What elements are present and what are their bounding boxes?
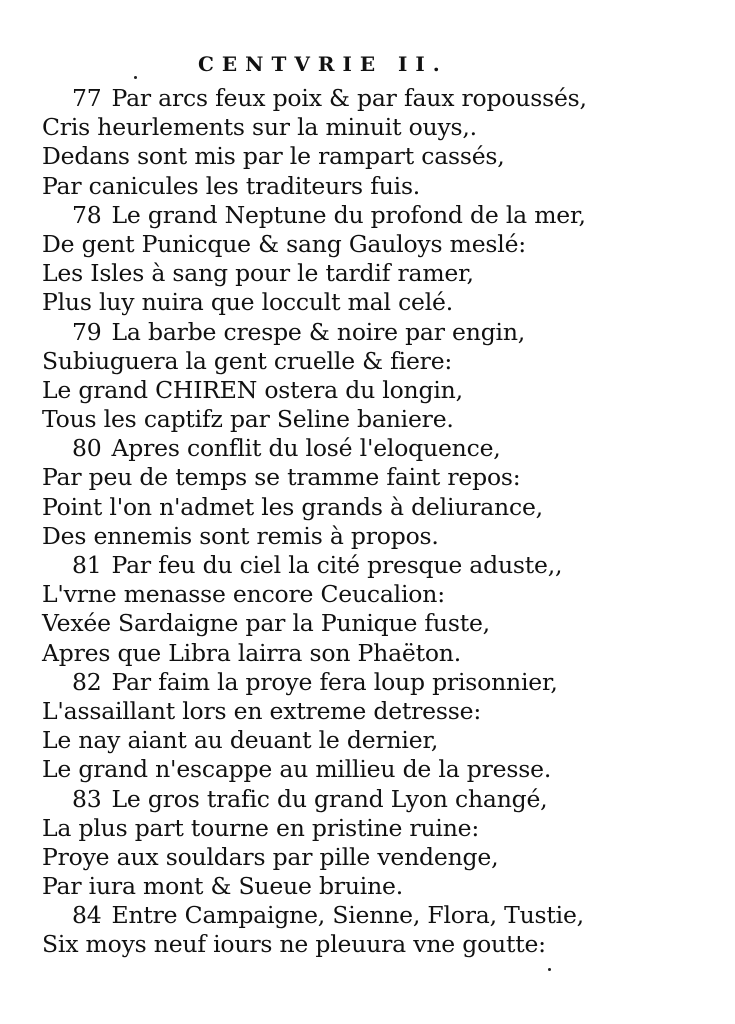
verse-text: Plus luy nuira que loccult mal celé.: [42, 288, 454, 317]
verse-text: De gent Punicque & sang Gauloys meslé:: [42, 229, 527, 258]
verse-line: [42, 580, 702, 609]
verse-line: [42, 230, 702, 259]
ink-speck: [548, 968, 551, 971]
verse-text: Le grand Neptune du profond de la mer,: [111, 200, 586, 229]
verse-text: La plus part tourne en pristine ruine:: [42, 813, 480, 842]
verse-line: [42, 639, 702, 668]
verse-line: [42, 113, 702, 142]
quatrain-number: 80: [72, 434, 102, 463]
verse-text: Proye aux souldars par pille vendenge,: [42, 842, 499, 871]
verse-text: Par peu de temps se tramme faint repos:: [42, 463, 521, 492]
verse-line: [42, 142, 702, 171]
verse-line: [42, 347, 702, 376]
verse-text: Six moys neuf iours ne pleuura vne goutte:: [42, 930, 546, 959]
verse-line: [42, 697, 702, 726]
verse-line: [42, 434, 702, 463]
verse-text: Par iura mont & Sueue bruine.: [42, 872, 403, 901]
verse-line: [42, 814, 702, 843]
verse-line: [42, 843, 702, 872]
verse-text: Le grand n'escappe au millieu de la presse.: [42, 755, 552, 784]
verse-line: [42, 522, 702, 551]
verse-line: [42, 288, 702, 317]
verse-line: [42, 405, 702, 434]
running-head: CENTVRIE II.: [198, 52, 448, 76]
verse-line: [42, 755, 702, 784]
verse-line: [42, 785, 702, 814]
quatrain-number: 82: [72, 667, 102, 696]
verse-text: La barbe crespe & noire par engin,: [111, 317, 526, 346]
verse-text: Par arcs feux poix & par faux ropoussés,: [111, 84, 587, 112]
verse-text: Le gros trafic du grand Lyon changé,: [111, 784, 548, 813]
ink-speck: [134, 76, 137, 79]
verse-line: [42, 318, 702, 347]
quatrain-number: 78: [72, 200, 102, 229]
verse-text: Le grand CHIREN ostera du longin,: [42, 375, 463, 404]
quatrain-number: 77: [72, 84, 102, 112]
quatrain-number: 84: [72, 901, 102, 930]
verse-line: [42, 84, 702, 113]
verse-block: [42, 84, 702, 960]
verse-text: Vexée Sardaigne par la Punique fuste,: [42, 609, 490, 638]
verse-text: L'assaillant lors en extreme detresse:: [42, 696, 482, 725]
verse-line: [42, 551, 702, 580]
verse-line: [42, 201, 702, 230]
verse-line: [42, 726, 702, 755]
verse-line: [42, 930, 702, 959]
verse-text: Le nay aiant au deuant le dernier,: [42, 726, 439, 755]
verse-line: [42, 376, 702, 405]
verse-line: [42, 609, 702, 638]
verse-text: Point l'on n'admet les grands à deliurance,: [42, 492, 543, 521]
verse-line: [42, 463, 702, 492]
verse-text: Les Isles à sang pour le tardif ramer,: [42, 259, 474, 288]
verse-line: [42, 172, 702, 201]
verse-text: Par feu du ciel la cité presque aduste,,: [111, 551, 563, 579]
verse-text: Dedans sont mis par le rampart cassés,: [42, 142, 505, 171]
quatrain-number: 81: [72, 551, 102, 579]
verse-text: Entre Campaigne, Sienne, Flora, Tustie,: [111, 901, 584, 930]
verse-text: Tous les captifz par Seline baniere.: [42, 405, 454, 434]
verse-text: Cris heurlements sur la minuit ouys,.: [42, 113, 477, 142]
verse-text: Des ennemis sont remis à propos.: [42, 521, 439, 550]
verse-text: Par faim la proye fera loup prisonnier,: [111, 667, 558, 696]
verse-text: Subiuguera la gent cruelle & fiere:: [42, 346, 453, 375]
verse-line: [42, 901, 702, 930]
verse-line: [42, 872, 702, 901]
verse-line: [42, 493, 702, 522]
quatrain-number: 79: [72, 317, 102, 346]
verse-line: [42, 668, 702, 697]
verse-line: [42, 259, 702, 288]
verse-text: Par canicules les traditeurs fuis.: [42, 171, 421, 200]
verse-text: L'vrne menasse encore Ceucalion:: [42, 580, 445, 609]
quatrain-number: 83: [72, 784, 102, 813]
verse-text: Apres conflit du losé l'eloquence,: [111, 434, 501, 463]
verse-text: Apres que Libra lairra son Phaëton.: [42, 638, 461, 667]
